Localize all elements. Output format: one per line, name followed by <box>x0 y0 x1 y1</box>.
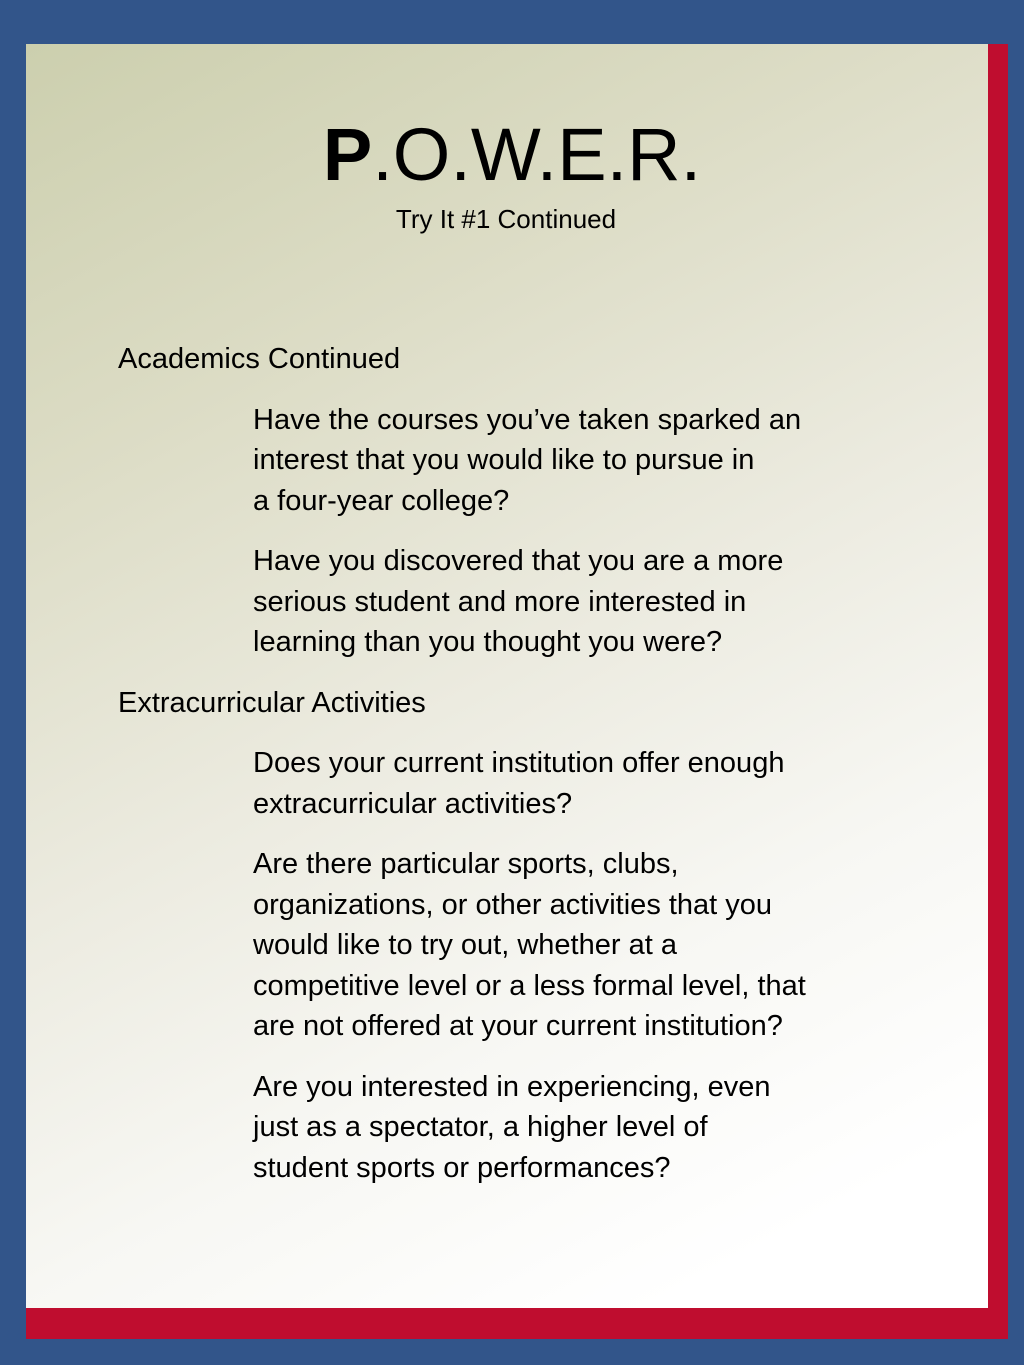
text-line: Have the courses you’ve taken sparked an <box>253 403 802 436</box>
text-line: organizations, or other activities that you <box>253 888 773 921</box>
text-line: a four-year college? <box>253 484 510 517</box>
slide-content <box>118 339 918 1208</box>
text-line: are not offered at your current institution? <box>253 1010 783 1042</box>
academics-question-1 <box>253 400 918 522</box>
text-line: serious student and more interested in <box>253 585 747 618</box>
text-line: Have you discovered that you are a more <box>253 545 784 577</box>
text-line: just as a spectator, a higher level of <box>253 1111 708 1143</box>
text-line: interest that you would like to pursue in <box>253 444 755 476</box>
slide-title <box>0 112 1024 198</box>
text-line: learning than you thought you were? <box>253 626 723 658</box>
panel-shadow-bottom <box>26 1308 1008 1339</box>
section-heading-academics: Academics Continued <box>118 343 401 375</box>
text-line: Are there particular sports, clubs, <box>253 848 679 880</box>
extracurricular-question-1 <box>253 743 918 824</box>
section-heading-extracurricular: Extracurricular Activities <box>118 686 426 719</box>
academics-question-2 <box>253 541 918 663</box>
text-line: extracurricular activities? <box>253 787 573 820</box>
text-line: competitive level or a less formal level, that <box>253 969 806 1002</box>
panel-shadow-right <box>988 44 1008 1339</box>
text-line: Does your current institution offer enough <box>253 747 785 779</box>
title-first-letter: P <box>322 113 373 196</box>
slide-subtitle: Try It #1 Continued <box>395 204 617 234</box>
title-rest: .O.W.E.R. <box>372 113 702 196</box>
extracurricular-question-3 <box>253 1067 918 1189</box>
extracurricular-question-2 <box>253 844 918 1047</box>
text-line: would like to try out, whether at a <box>253 929 677 961</box>
text-line: student sports or performances? <box>253 1151 671 1184</box>
text-line: Are you interested in experiencing, even <box>253 1070 771 1103</box>
